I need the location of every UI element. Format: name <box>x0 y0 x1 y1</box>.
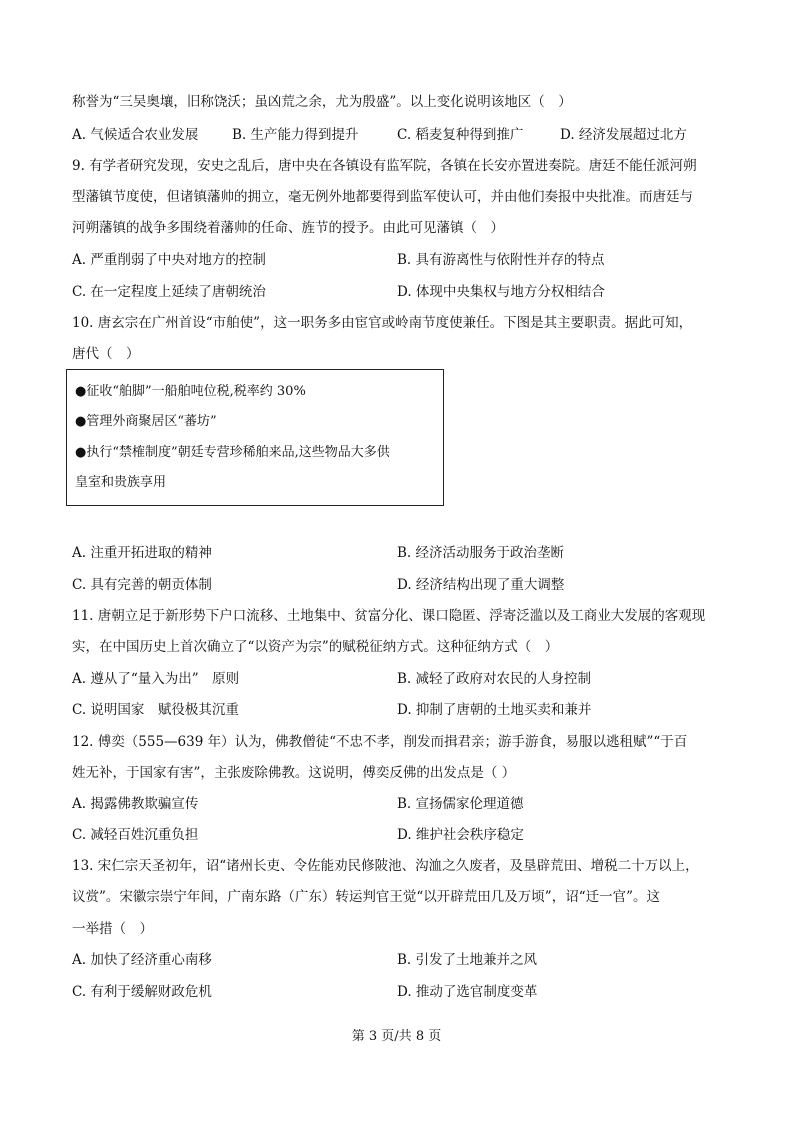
q11-option-b[interactable]: B. 减轻了政府对农民的人身控制 <box>397 671 592 687</box>
q12-option-a[interactable]: A. 揭露佛教欺骗宣传 <box>72 796 199 812</box>
q13-stem-line-2: 议赏”。宋徽宗崇宁年间，广南东路（广东）转运判官王觉“以开辟荒田几及万顷”，诏“迁一官”。这 <box>72 889 661 905</box>
q13-option-c[interactable]: C. 有利于缓解财政危机 <box>72 984 212 1000</box>
q9-stem-line-2: 型藩镇节度使，但诸镇藩帅的拥立，毫无例外地都要得到监军使认可，并由他们奏报中央批准。而唐廷与 <box>72 189 693 205</box>
q11-option-a[interactable]: A. 遵从了“量入为出” 原则 <box>72 671 240 687</box>
box-line-1: ●征收“舶脚”一船舶吨位税,税率约 30% <box>75 384 306 399</box>
q10-option-c[interactable]: C. 具有完善的朝贡体制 <box>72 577 212 593</box>
q13-option-b[interactable]: B. 引发了土地兼并之风 <box>397 952 538 968</box>
q11-stem-line-2: 实，在中国历史上首次确立了“以资产为宗”的赋税征纳方式。这种征纳方式（ ） <box>72 639 559 655</box>
q12-stem-line-1: 12. 傅奕（555—639 年）认为，佛教僧徒“不忠不孝，削发而揖君亲；游手游食，易服以逃租赋”“于百 <box>72 734 688 750</box>
q9-option-d[interactable]: D. 体现中央集权与地方分权相结合 <box>397 284 605 300</box>
box-line-2: ●管理外商聚居区“蕃坊” <box>75 414 217 429</box>
q8-option-d[interactable]: D. 经济发展超过北方 <box>560 127 687 143</box>
q11-option-c[interactable]: C. 说明国家 赋役极其沉重 <box>72 702 239 718</box>
q13-stem-line-3: 一举措（ ） <box>72 921 153 937</box>
q10-option-d[interactable]: D. 经济结构出现了重大调整 <box>397 577 565 593</box>
q10-option-a[interactable]: A. 注重开拓进取的精神 <box>72 545 212 561</box>
q13-option-d[interactable]: D. 推动了选官制度变革 <box>397 984 538 1000</box>
q9-stem-line-3: 河朔藩镇的战争多围绕着藩帅的任命、旌节的授予。由此可见藩镇（ ） <box>72 220 504 236</box>
q13-stem-line-1: 13. 宋仁宗天圣初年，诏“诸州长吏、令佐能劝民修陂池、沟洫之久废者，及垦辟荒田、增税二十万以上， <box>72 858 699 874</box>
q9-stem-line-1: 9. 有学者研究发现，安史之乱后，唐中央在各镇设有监军院，各镇在长安亦置进奏院。唐廷不能任派河朔 <box>72 158 697 174</box>
q8-option-b[interactable]: B. 生产能力得到提升 <box>232 127 359 143</box>
q10-stem-line-2: 唐代（ ） <box>72 346 140 362</box>
q11-stem-line-1: 11. 唐朝立足于新形势下户口流移、土地集中、贫富分化、课口隐匿、浮寄泛滥以及工商业大发展的客观现 <box>72 608 706 624</box>
q10-stem-line-1: 10. 唐玄宗在广州首设“市舶使”，这一职务多由宦官或岭南节度使兼任。下图是其主要职责。据此可知， <box>72 315 693 331</box>
q12-option-d[interactable]: D. 维护社会秩序稳定 <box>397 827 524 843</box>
q8-stem-line: 称誉为“三吴奥壤，旧称饶沃；虽凶荒之余，尤为殷盛”。以上变化说明该地区（ ） <box>72 94 572 110</box>
q11-option-d[interactable]: D. 抑制了唐朝的土地买卖和兼并 <box>397 702 592 718</box>
q10-material-box <box>66 369 444 506</box>
q13-option-a[interactable]: A. 加快了经济重心南移 <box>72 952 212 968</box>
q8-option-a[interactable]: A. 气候适合农业发展 <box>72 127 199 143</box>
q12-option-c[interactable]: C. 减轻百姓沉重负担 <box>72 827 199 843</box>
box-line-4: 皇室和贵族享用 <box>75 475 167 490</box>
page-footer: 第 3 页/共 8 页 <box>351 1029 442 1044</box>
q9-option-b[interactable]: B. 具有游离性与依附性并存的特点 <box>397 252 605 268</box>
box-line-3: ●执行“禁榷制度”朝廷专营珍稀舶来品,这些物品大多供 <box>75 445 390 460</box>
q9-option-a[interactable]: A. 严重削弱了中央对地方的控制 <box>72 252 266 268</box>
q12-stem-line-2: 姓无补，于国家有害”，主张废除佛教。这说明，傅奕反佛的出发点是（ ） <box>72 765 516 781</box>
q10-option-b[interactable]: B. 经济活动服务于政治垄断 <box>397 545 565 561</box>
q8-option-c[interactable]: C. 稻麦复种得到推广 <box>397 127 524 143</box>
q9-option-c[interactable]: C. 在一定程度上延续了唐朝统治 <box>72 284 266 300</box>
q12-option-b[interactable]: B. 宣扬儒家伦理道德 <box>397 796 524 812</box>
